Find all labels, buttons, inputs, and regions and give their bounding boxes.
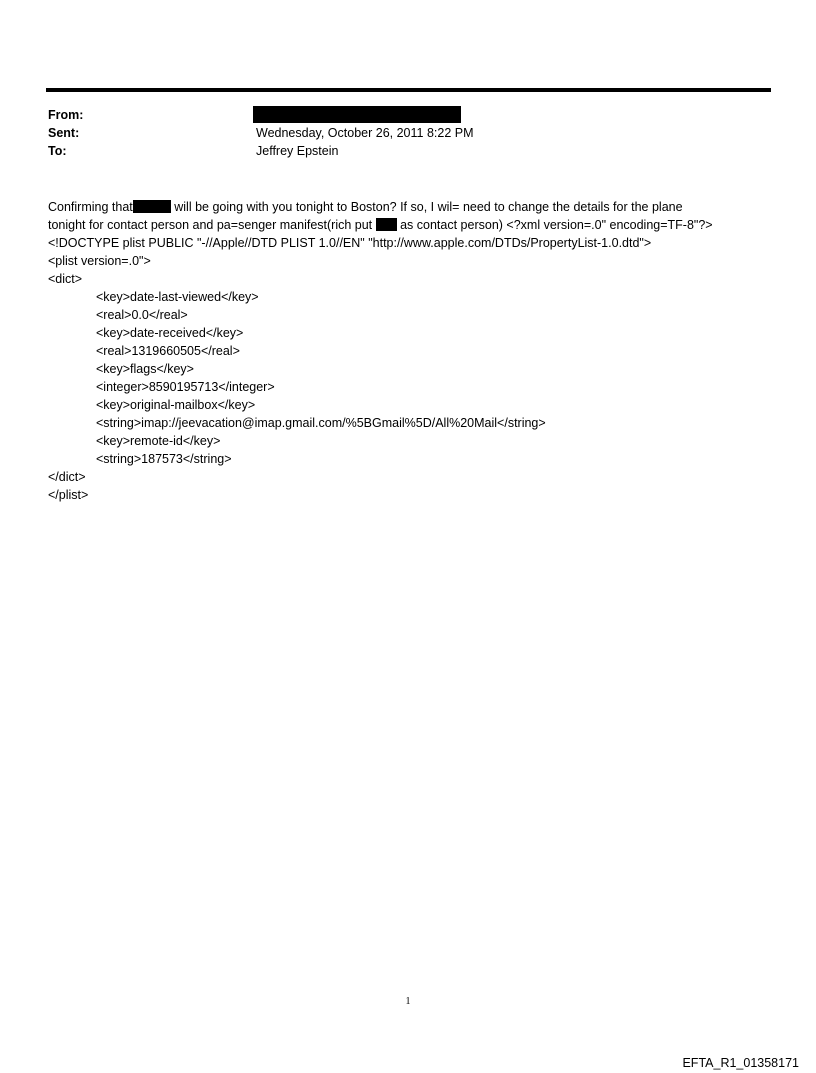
body-line: </dict>: [48, 470, 86, 484]
body-line: </plist>: [48, 488, 89, 502]
sent-value: Wednesday, October 26, 2011 8:22 PM: [256, 126, 474, 140]
body-line: <dict>: [48, 272, 83, 286]
email-body: [48, 198, 778, 504]
page-number: 1: [405, 996, 411, 1007]
body-text: as contact person) <?xml version=.0" encoding=TF-8"?>: [396, 218, 713, 232]
redacted-name: [376, 218, 397, 231]
header-rule: [46, 88, 771, 92]
body-line: [48, 198, 778, 216]
body-line: <key>original-mailbox</key>: [96, 398, 256, 412]
body-line: <key>date-received</key>: [96, 326, 244, 340]
sent-label: Sent:: [48, 126, 80, 140]
redacted-sender: [253, 106, 461, 123]
body-line: <integer>8590195713</integer>: [96, 380, 275, 394]
document-id: EFTA_R1_01358171: [682, 1056, 799, 1070]
body-line: <key>flags</key>: [96, 362, 194, 376]
body-text: will be going with you tonight to Boston? If so, I wil= need to change the details for the plane: [170, 200, 683, 214]
to-label: To:: [48, 144, 67, 158]
body-line: <string>187573</string>: [96, 452, 232, 466]
body-line: <key>remote-id</key>: [96, 434, 221, 448]
body-line: <!DOCTYPE plist PUBLIC "-//Apple//DTD PLIST 1.0//EN" "http://www.apple.com/DTDs/PropertyList-1.0.dtd">: [48, 236, 652, 250]
body-text: tonight for contact person and pa=senger manifest(rich put: [48, 218, 376, 232]
body-line: <plist version=.0">: [48, 254, 151, 268]
body-text: Confirming that: [48, 200, 133, 214]
body-line: <key>date-last-viewed</key>: [96, 290, 259, 304]
to-value: Jeffrey Epstein: [256, 144, 339, 158]
redacted-name: [133, 200, 171, 213]
body-line: <real>0.0</real>: [96, 308, 188, 322]
from-label: From:: [48, 108, 84, 122]
body-line: <real>1319660505</real>: [96, 344, 240, 358]
body-line: <string>imap://jeevacation@imap.gmail.com/%5BGmail%5D/All%20Mail</string>: [96, 416, 546, 430]
body-line: [48, 216, 778, 234]
